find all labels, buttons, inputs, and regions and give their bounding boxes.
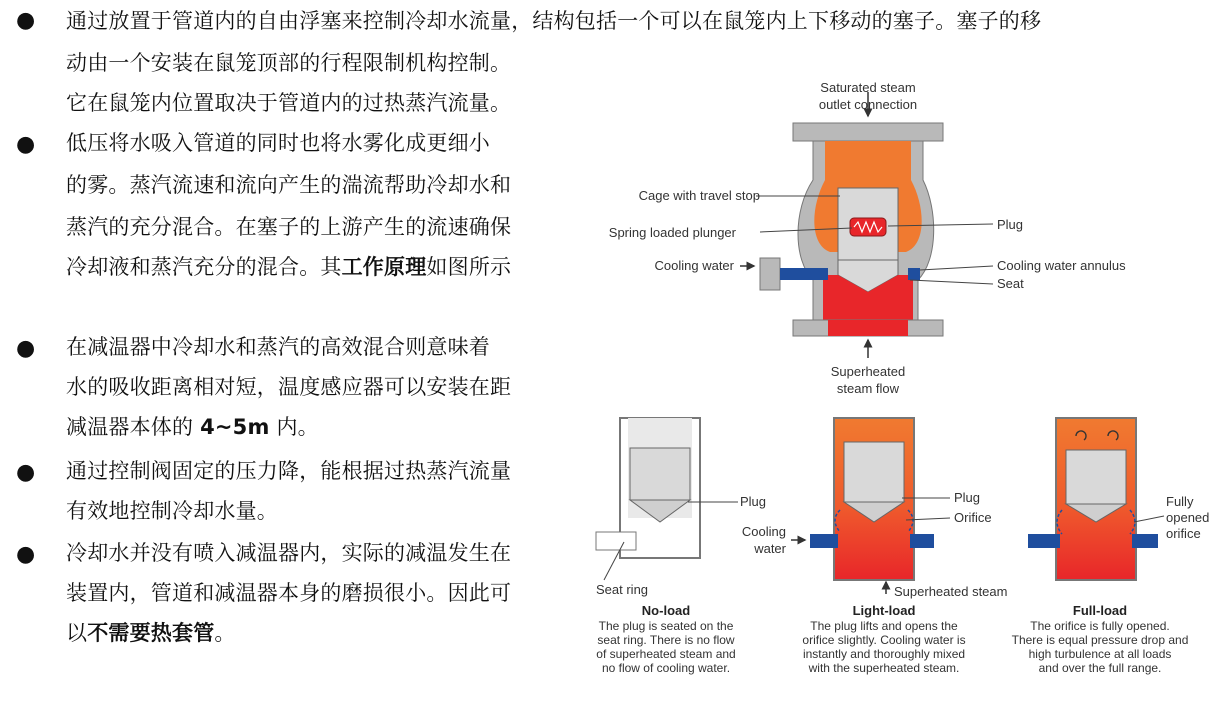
p5-line3-c: 。 xyxy=(214,621,236,645)
p3-line1: 在减温器中冷却水和蒸汽的高效混合则意味着 xyxy=(66,335,490,359)
fully-opened-line3: orifice xyxy=(1166,526,1201,541)
noload-title: No-load xyxy=(641,603,691,618)
cooling-water-label: Cooling water xyxy=(654,258,734,273)
fullload-line3: high turbulence at all loads xyxy=(1028,647,1172,661)
p2-line4-a: 冷却液和蒸汽充分的混合。其 xyxy=(66,255,342,279)
p1-line1: 通过放置于管道内的自由浮塞来控制冷却水流量，结构包括一个可以在鼠笼内上下移动的塞子。塞子的移 xyxy=(66,9,1042,33)
seat-label: Seat xyxy=(997,276,1024,291)
p2-line3: 蒸汽的充分混合。在塞子的上游产生的流速确保 xyxy=(66,215,512,239)
lightload-cooling-line1: Cooling xyxy=(741,524,786,539)
fully-opened-line1: Fully xyxy=(1166,494,1194,509)
cage-label: Cage with travel stop xyxy=(638,188,760,203)
p4-line2: 有效地控制冷却水量。 xyxy=(66,499,278,523)
outlet-label-line1: Saturated steam xyxy=(820,80,916,95)
lightload-plug xyxy=(844,442,904,502)
desuperheater-diagram xyxy=(588,70,1220,690)
water-inlet-pipe xyxy=(780,268,828,280)
lightload-line2: orifice slightly. Cooling water is xyxy=(802,633,966,647)
lightload-line3: instantly and thoroughly mixed xyxy=(802,647,966,661)
p3-line2: 水的吸收距离相对短，温度感应器可以安装在距 xyxy=(66,375,512,399)
lightload-panel xyxy=(791,418,950,594)
noload-plug-label: Plug xyxy=(740,494,767,509)
fullload-line1: The orifice is fully opened. xyxy=(1030,619,1170,633)
p5-line2: 装置内，管道和减温器本身的磨损很小。因此可 xyxy=(66,581,512,605)
fullload-line4: and over the full range. xyxy=(1038,661,1162,675)
inlet-label-line2: steam flow xyxy=(836,381,900,396)
p2-line4 xyxy=(66,254,511,280)
bullet-dot: ● xyxy=(16,460,36,485)
p2-line4-c: 如图所示 xyxy=(426,255,512,279)
seat-ring-label: Seat ring xyxy=(596,582,649,597)
lightload-water-pipe xyxy=(810,534,838,548)
bullet-dot: ● xyxy=(16,8,36,33)
lightload-line4: with the superheated steam. xyxy=(808,661,960,675)
p3-line3 xyxy=(66,414,319,440)
p2-line4-bold: 工作原理 xyxy=(341,255,427,279)
spring-label: Spring loaded plunger xyxy=(608,225,736,240)
p5-line1: 冷却水并没有喷入减温器内，实际的减温发生在 xyxy=(66,541,512,565)
p5-line3 xyxy=(66,620,236,646)
fullload-water-pipe xyxy=(1028,534,1060,548)
outlet-label-line2: outlet connection xyxy=(818,97,918,112)
fullload-plug xyxy=(1066,450,1126,504)
p4-line1: 通过控制阀固定的压力降，能根据过热蒸汽流量 xyxy=(66,459,512,483)
noload-line1: The plug is seated on the xyxy=(598,619,734,633)
water-annulus xyxy=(908,268,920,280)
lightload-title: Light-load xyxy=(852,603,916,618)
fully-opened-line2: opened xyxy=(1166,510,1210,525)
p1-line2: 动由一个安装在鼠笼顶部的行程限制机构控制。 xyxy=(66,51,512,75)
noload-line2: seat ring. There is no flow xyxy=(597,633,735,647)
fullload-line2: There is equal pressure drop and xyxy=(1011,633,1189,647)
p2-line2: 的雾。蒸汽流速和流向产生的湍流帮助冷却水和 xyxy=(66,173,512,197)
top-flange xyxy=(793,123,943,141)
noload-panel xyxy=(596,418,738,580)
bullet-dot: ● xyxy=(16,542,36,567)
inlet-label-line1: Superheated xyxy=(830,364,906,379)
noload-line4: no flow of cooling water. xyxy=(601,661,731,675)
lightload-plug-label: Plug xyxy=(954,490,981,505)
p3-line3-c: 内。 xyxy=(269,415,319,439)
water-flange xyxy=(760,258,780,290)
bullet-dot: ● xyxy=(16,132,36,157)
p3-line3-bold: 4~5m xyxy=(200,415,270,439)
bullet-dot: ● xyxy=(16,336,36,361)
noload-plug xyxy=(630,448,690,500)
main-assembly xyxy=(740,92,993,358)
p5-line3-bold: 不需要热套管 xyxy=(87,621,215,645)
lightload-cooling-line2: water xyxy=(754,541,786,556)
p2-line1: 低压将水吸入管道的同时也将水雾化成更细小 xyxy=(66,131,490,155)
annulus-label: Cooling water annulus xyxy=(997,258,1126,273)
plug-label: Plug xyxy=(997,217,1024,232)
p3-line3-a: 减温器本体的 xyxy=(66,415,201,439)
p1-line3: 它在鼠笼内位置取决于管道内的过热蒸汽流量。 xyxy=(66,91,512,115)
fullload-title: Full-load xyxy=(1072,603,1128,618)
p5-line3-a: 以 xyxy=(66,621,88,645)
lightload-line1: The plug lifts and opens the xyxy=(810,619,958,633)
superheated-steam-label: Superheated steam xyxy=(894,584,1008,599)
fullload-panel xyxy=(1028,418,1164,580)
orifice-label: Orifice xyxy=(954,510,992,525)
noload-water-pipe xyxy=(596,532,636,550)
noload-line3: of superheated steam and xyxy=(596,647,736,661)
